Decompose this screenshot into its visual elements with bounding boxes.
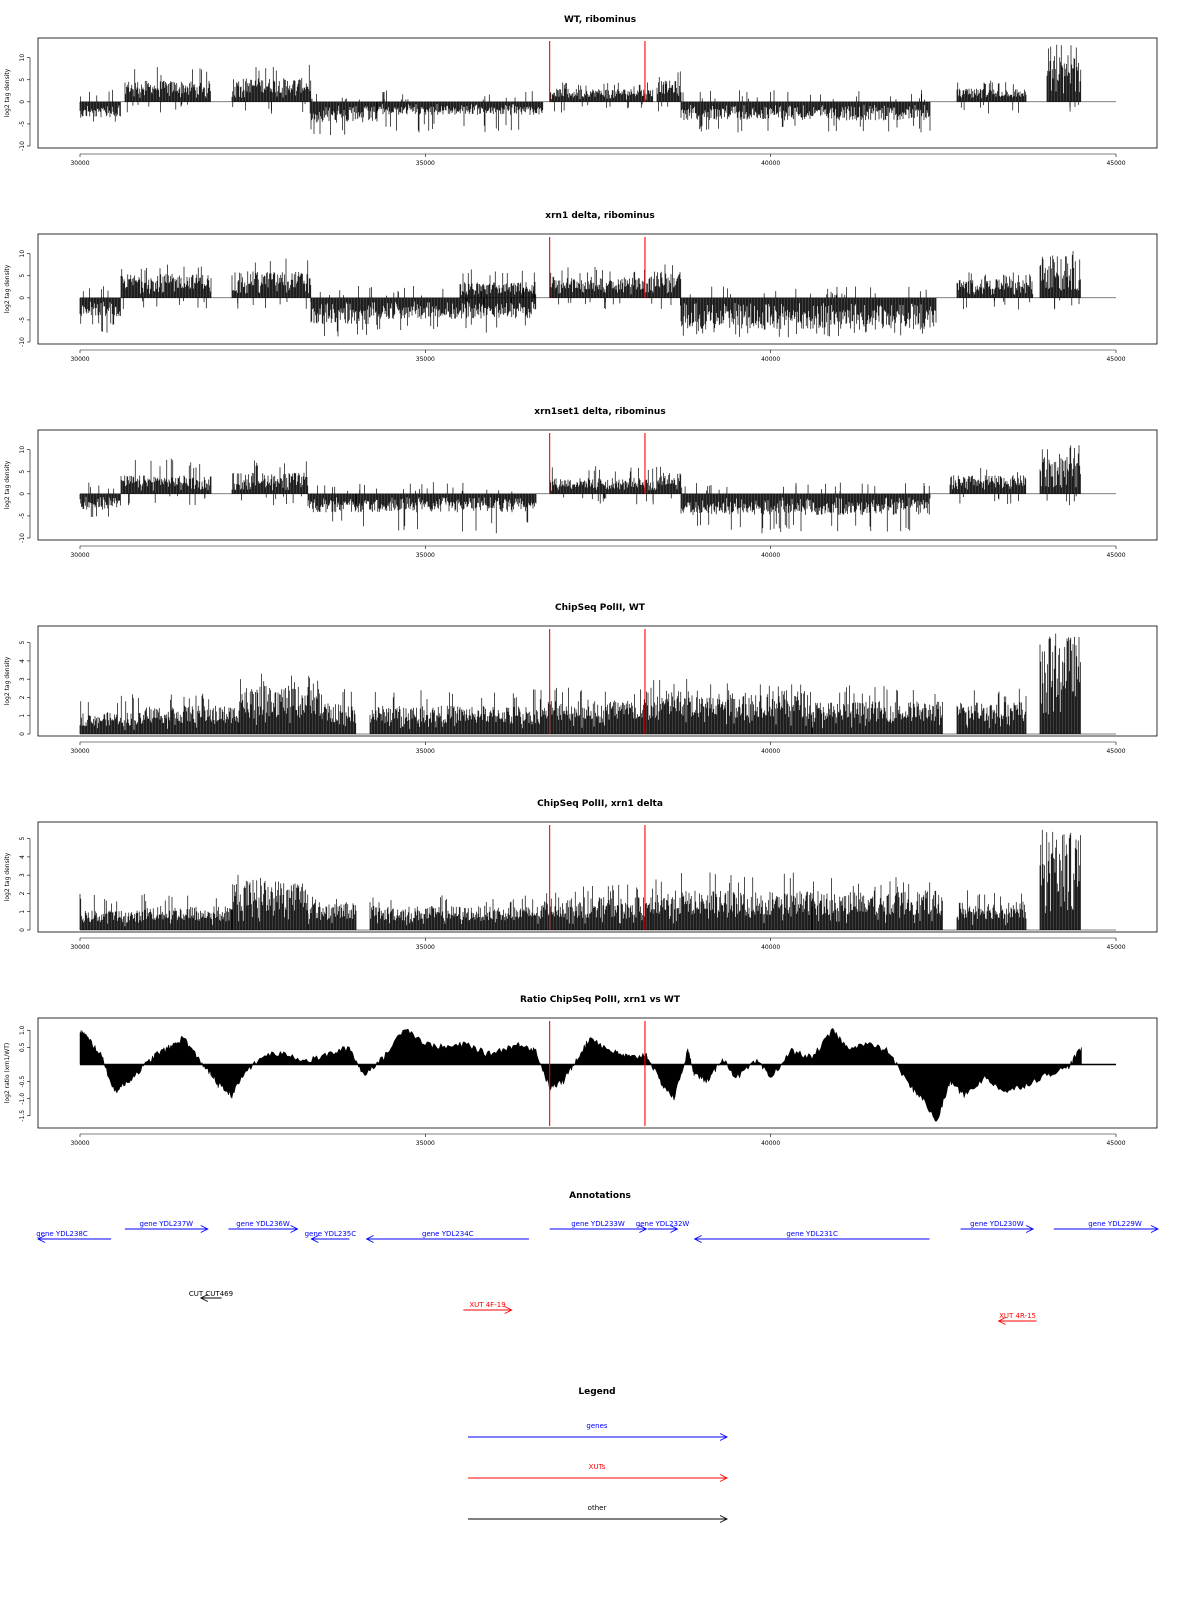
x-tick-label: 35000 xyxy=(415,552,435,559)
y-tick-label: 5 xyxy=(19,77,26,82)
y-tick-label: -10 xyxy=(19,141,26,151)
y-tick-label: 0 xyxy=(19,99,26,104)
y-tick-label: 3 xyxy=(19,677,26,682)
y-tick-label: -5 xyxy=(19,316,26,323)
y-tick-label: -5 xyxy=(19,120,26,127)
x-tick-label: 40000 xyxy=(761,748,781,755)
x-tick-label: 45000 xyxy=(1106,552,1126,559)
x-tick-label: 30000 xyxy=(70,748,90,755)
y-axis-label: log2 tag density xyxy=(4,264,11,314)
y-tick-label: 5 xyxy=(19,640,26,645)
y-tick-label: -10 xyxy=(19,533,26,543)
chart-marks xyxy=(80,45,1116,135)
y-tick-label: 0 xyxy=(19,491,26,496)
panel-title: WT, ribominus xyxy=(563,15,637,25)
x-tick-label: 30000 xyxy=(70,356,90,363)
x-tick-label: 45000 xyxy=(1106,160,1126,167)
x-tick-label: 35000 xyxy=(415,748,435,755)
panel-1 xyxy=(4,15,1157,167)
x-tick-label: 45000 xyxy=(1106,748,1126,755)
y-tick-label: 0 xyxy=(19,295,26,300)
x-tick-label: 40000 xyxy=(761,160,781,167)
panel-2 xyxy=(4,211,1157,363)
x-tick-label: 30000 xyxy=(70,160,90,167)
panel-4 xyxy=(4,603,1157,755)
y-axis-label: log2 tag density xyxy=(4,68,11,118)
x-tick-label: 40000 xyxy=(761,356,781,363)
chart-marks xyxy=(80,251,1116,337)
x-tick-label: 35000 xyxy=(415,160,435,167)
y-tick-label: 5 xyxy=(19,469,26,474)
panel-3 xyxy=(4,407,1157,559)
panel-title: xrn1 delta, ribominus xyxy=(545,211,655,221)
y-tick-label: 10 xyxy=(19,53,26,62)
chart-marks xyxy=(80,445,1116,533)
panel-title: ChipSeq PolII, WT xyxy=(555,603,645,613)
y-tick-label: 2 xyxy=(19,695,26,700)
y-tick-label: -10 xyxy=(19,337,26,347)
x-tick-label: 30000 xyxy=(70,552,90,559)
y-tick-label: -5 xyxy=(19,512,26,519)
y-tick-label: 1 xyxy=(19,713,26,718)
panel-title: xrn1set1 delta, ribominus xyxy=(534,407,666,417)
y-tick-label: 4 xyxy=(19,658,26,663)
y-axis-label: log2 tag density xyxy=(4,656,11,706)
y-tick-label: 5 xyxy=(19,273,26,278)
x-tick-label: 45000 xyxy=(1106,356,1126,363)
y-tick-label: 10 xyxy=(19,445,26,454)
y-tick-label: 10 xyxy=(19,249,26,258)
x-tick-label: 35000 xyxy=(415,356,435,363)
x-tick-label: 40000 xyxy=(761,552,781,559)
y-axis-label: log2 tag density xyxy=(4,460,11,510)
chart-marks xyxy=(80,634,1116,734)
y-tick-label: 0 xyxy=(19,732,26,736)
